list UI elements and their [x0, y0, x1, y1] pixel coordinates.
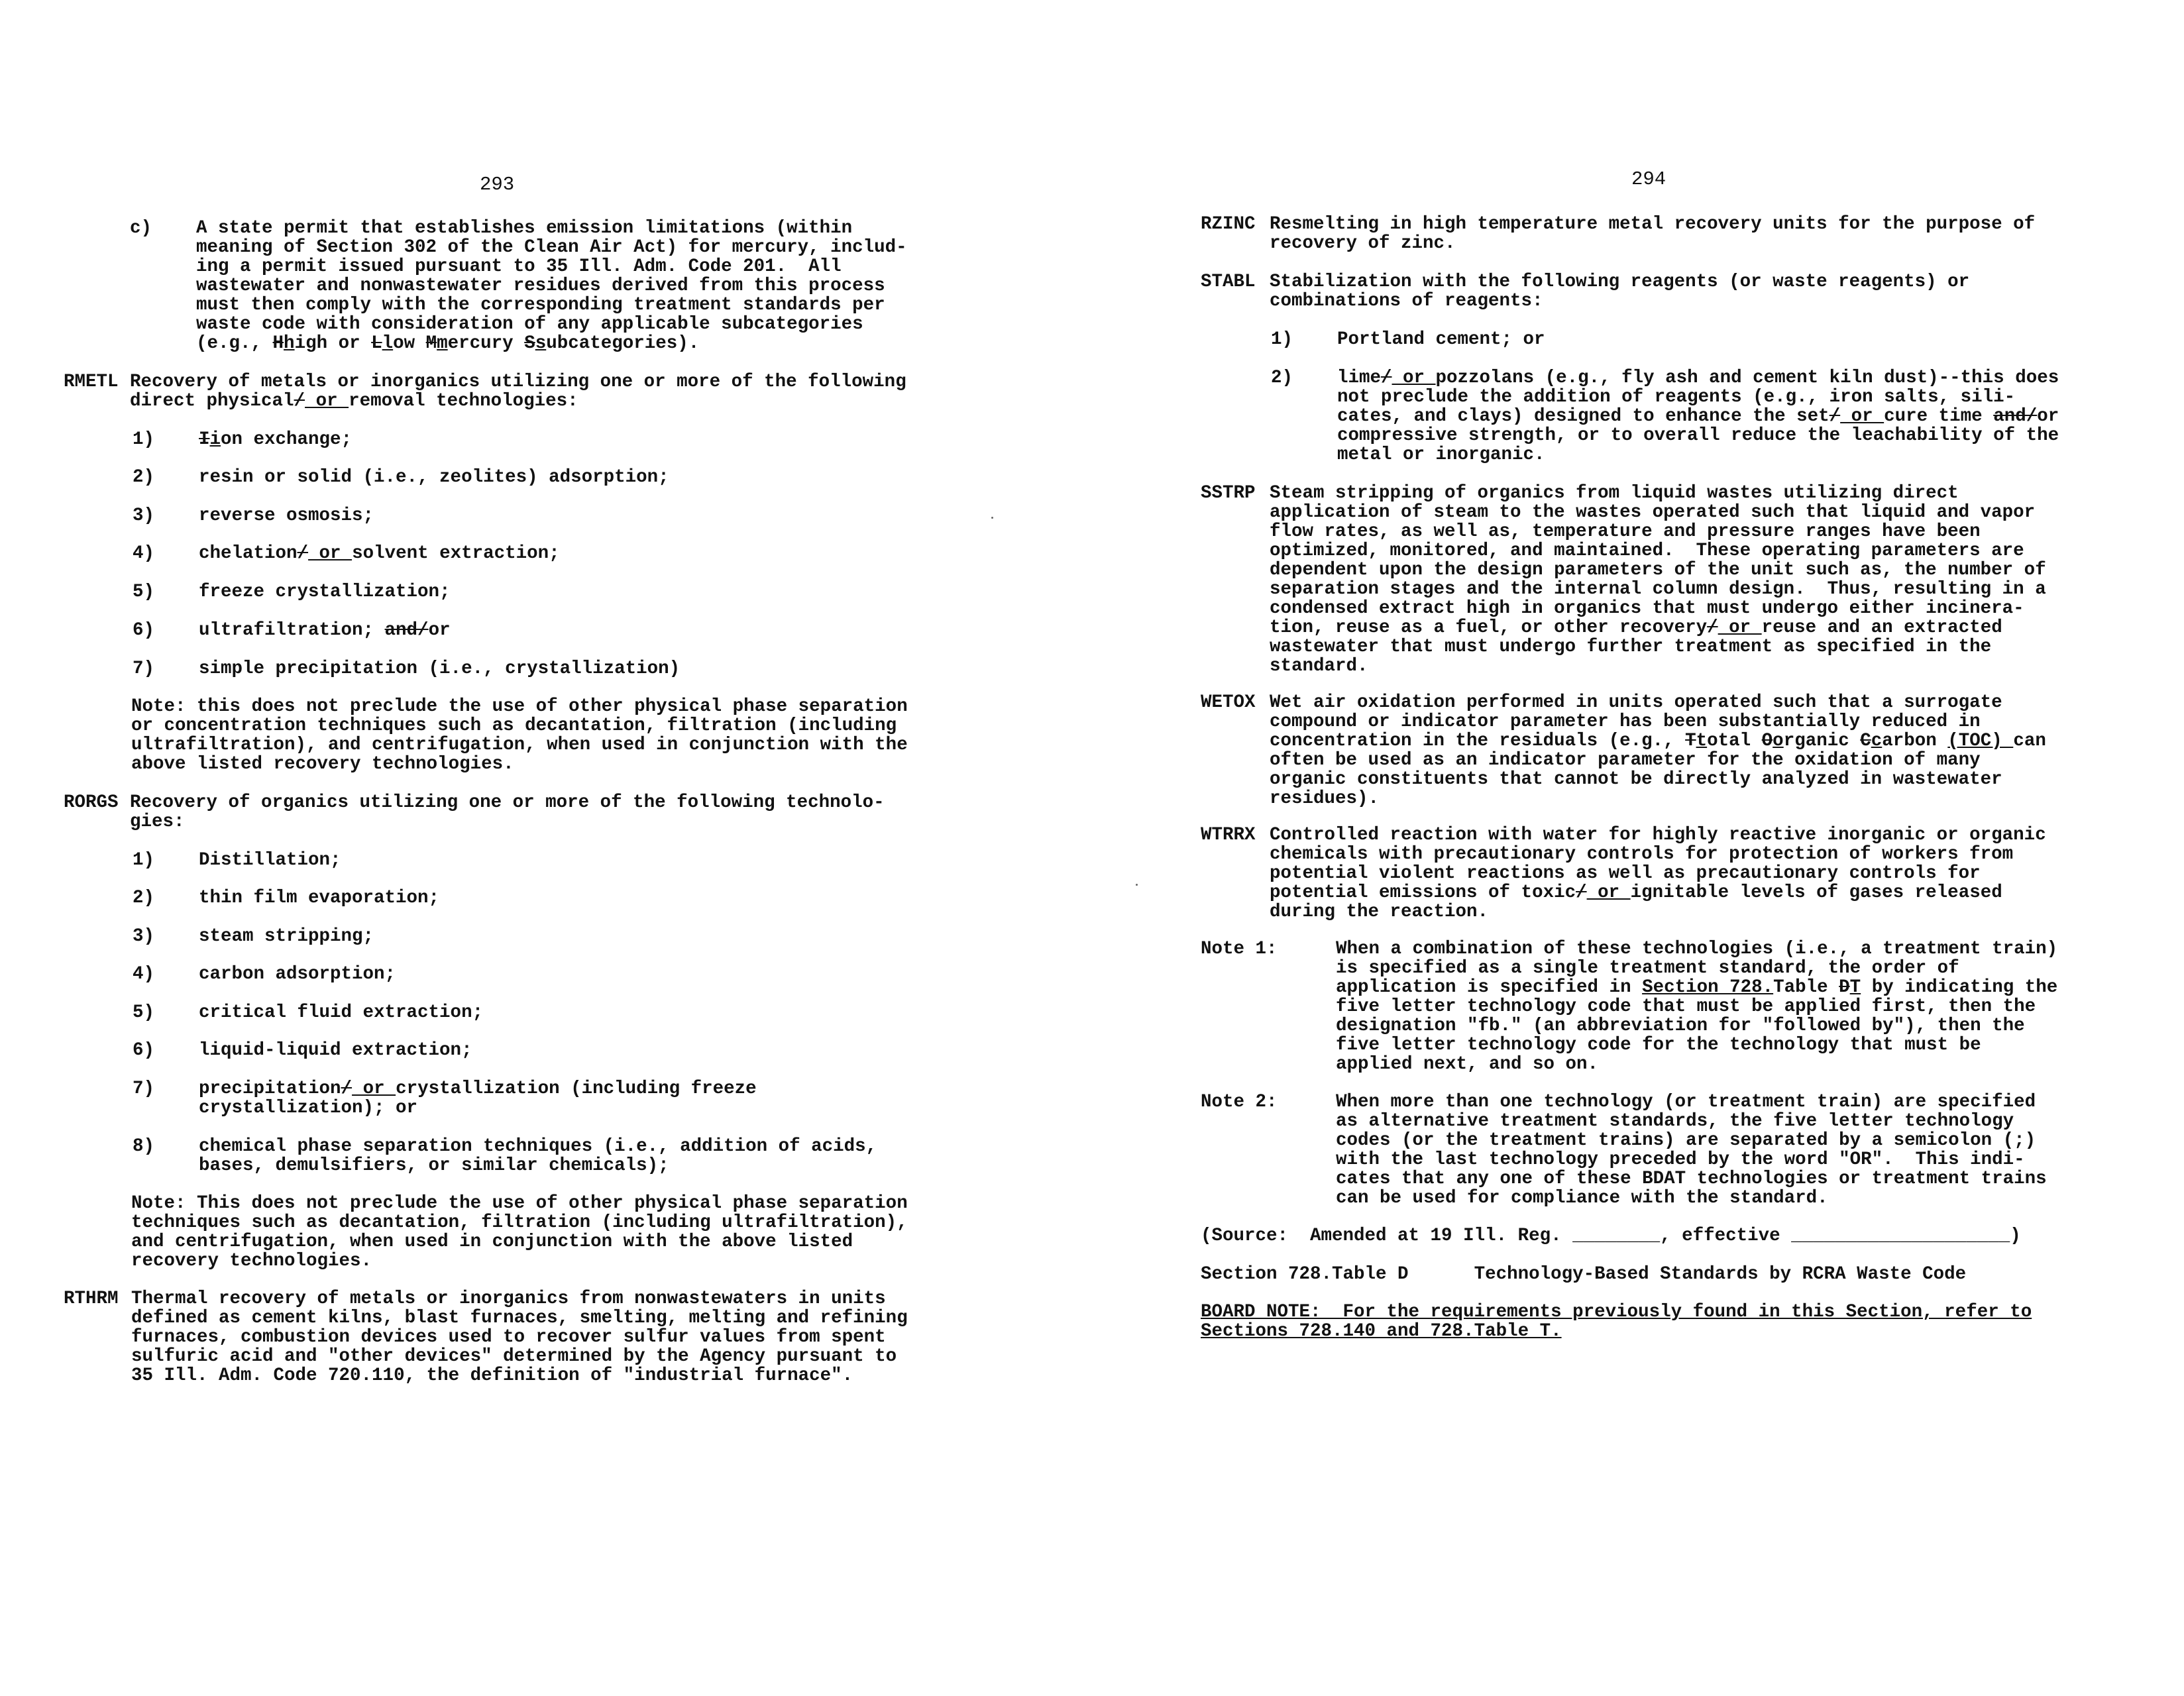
note-2-text: When more than one technology (or treatment train) are specified as alternative treatment standards, the five letter technology codes (or the treatment trains) are separated by a semicolon (;) with the last technology preceded by the word "OR". This indi- cates that any one of these BDAT technologies or treatment trains can be used for compliance with the standard.	[1336, 1092, 2047, 1208]
deleted-text: /	[341, 1079, 353, 1099]
list-item: simple precipitation (i.e., crystallization)	[199, 659, 681, 679]
list-item: Portland cement; or	[1337, 329, 1545, 350]
inserted-text: or	[305, 391, 349, 411]
list-item-number: 8)	[133, 1136, 155, 1157]
inserted-text: or	[1718, 617, 1762, 638]
list-item: reverse osmosis;	[199, 505, 374, 526]
scan-speck	[991, 517, 993, 519]
sstrp-description: Steam stripping of organics from liquid wastes utilizing direct application of steam to the wastes operated such that liquid and vapor flow rates, as well as, temperature and pressure ranges have been optimized, monitored, and maintained. These operating parameters are dependent upon the design parameters of the unit such as, the number of separation stages and the internal column design. Thus, resulting in a condensed extract high in organics that must undergo either incinera- tion, reuse as a fuel, or other recovery/ or reuse and an extracted wastewater that must undergo further treatment as specified in the standard.	[1270, 483, 2046, 676]
stabl-description: Stabilization with the following reagents (or waste reagents) or combinations of reagents:	[1270, 272, 1970, 311]
list-item-number: 7)	[133, 1079, 155, 1099]
list-item-number: 5)	[133, 582, 155, 602]
list-item-number: 1)	[133, 429, 155, 450]
inserted-text: l	[382, 333, 394, 354]
list-item-number: 6)	[133, 620, 155, 641]
inserted-text: i	[209, 429, 221, 450]
list-item-number: 1)	[1271, 329, 1293, 350]
page-number: 294	[1631, 168, 1666, 190]
inserted-text: (TOC)	[1947, 731, 2014, 751]
deleted-text: C	[1860, 731, 1871, 751]
list-item-number: 6)	[133, 1040, 155, 1061]
rmetl-description: Recovery of metals or inorganics utilizing one or more of the following direct physical/ or removal technologies:	[130, 372, 906, 411]
list-item-number: 2)	[1271, 368, 1293, 388]
technology-code: RTHRM	[64, 1289, 119, 1309]
technology-code: STABL	[1201, 272, 1256, 292]
inserted-text: o	[1773, 731, 1784, 751]
list-item: Iion exchange;	[199, 429, 353, 450]
inserted-text: c	[1871, 731, 1883, 751]
list-item-number: 3)	[133, 926, 155, 947]
list-item: chemical phase separation techniques (i.e., addition of acids, bases, demulsifiers, or similar chemicals);	[199, 1136, 877, 1176]
inserted-text: or	[352, 1079, 396, 1099]
list-item: chelation/ or solvent extraction;	[199, 543, 560, 564]
list-item-number: 2)	[133, 888, 155, 908]
technology-code: WETOX	[1201, 692, 1256, 713]
list-item-number: 3)	[133, 505, 155, 526]
inserted-text: T	[1849, 977, 1861, 998]
deleted-text: and/	[1993, 406, 2038, 427]
technology-code: RMETL	[64, 372, 119, 392]
inserted-text: or	[1392, 368, 1436, 388]
list-item: precipitation/ or crystallization (including freeze crystallization); or	[199, 1079, 757, 1118]
technology-code: RORGS	[64, 792, 119, 813]
wtrrx-description: Controlled reaction with water for highly reactive inorganic or organic chemicals with precautionary controls for protection of workers from potential violent reactions as well as precautionary controls for potential emissions of toxic/ or ignitable levels of gases released during the reaction.	[1270, 825, 2046, 922]
note-label: Note 1:	[1201, 939, 1278, 959]
deleted-text: /	[1707, 617, 1718, 638]
note-label: Note 2:	[1201, 1092, 1278, 1112]
rorgs-description: Recovery of organics utilizing one or more of the following technolo- gies:	[130, 792, 885, 832]
inserted-text: s	[535, 333, 547, 354]
deleted-text: D	[1839, 977, 1850, 998]
deleted-text: /	[1381, 368, 1392, 388]
list-item: thin film evaporation;	[199, 888, 440, 908]
note-1-text: When a combination of these technologies (i.e., a treatment train) is specified as a single treatment standard, the order of application is specified in Section 728.Table DT by indicating the five letter technology code that must be applied first, then the designation "fb." (an abbreviation for "followed by"), then the five letter technology code for the technology that must be applied next, and so on.	[1336, 939, 2058, 1075]
inserted-text: Section 728.	[1642, 977, 1774, 998]
technology-code: SSTRP	[1201, 483, 1256, 504]
rzinc-description: Resmelting in high temperature metal recovery units for the purpose of recovery of zinc.	[1270, 214, 2036, 254]
inserted-text: t	[1696, 731, 1708, 751]
item-c-text: A state permit that establishes emission limitations (within meaning of Section 302 of the Clean Air Act) for mercury, includ- ing a permit issued pursuant to 35 Ill. Adm. Code 201. All wastewater and nonwastewater residues derived from this process must then comply with the corresponding treatment standards per waste code with consideration of any applicable subcategories (e.g., Hhigh or Llow Mmercury Ssubcategories).	[196, 218, 907, 354]
deleted-text: /	[297, 543, 309, 564]
deleted-text: /	[1576, 882, 1587, 903]
inserted-text: or	[1586, 882, 1631, 903]
deleted-text: and/	[384, 620, 429, 641]
list-item: ultrafiltration; and/or	[199, 620, 451, 641]
inserted-text: m	[437, 333, 448, 354]
list-item: resin or solid (i.e., zeolites) adsorption;	[199, 467, 669, 488]
wetox-description: Wet air oxidation performed in units operated such that a surrogate compound or indicator parameter has been substantially reduced in concentration in the residuals (e.g., Ttotal Oorganic Ccarbon (TOC) can often be used as an indicator parameter for the oxidation of many organic constituents that cannot be directly analyzed in wastewater residues).	[1270, 692, 2046, 809]
list-item: lime/ or pozzolans (e.g., fly ash and cement kiln dust)--this does not preclude the addition of reagents (e.g., iron salts, sili- cates, and clays) designed to enhance the set/ or cure time and/or compressive strength, or to overall reduce the leachability of the metal or inorganic.	[1337, 368, 2059, 465]
source-note: (Source: Amended at 19 Ill. Reg. ________, effective ____________________)	[1201, 1226, 2021, 1246]
list-item-number: 4)	[133, 964, 155, 984]
deleted-text: M	[425, 333, 437, 354]
list-item-number: 2)	[133, 467, 155, 488]
rthrm-description: Thermal recovery of metals or inorganics from nonwastewaters in units defined as cement kilns, blast furnaces, smelting, melting and refining furnaces, combustion devices used to recover sulfur values from spent sulfuric acid and "other devices" determined by the Agency pursuant to 35 Ill. Adm. Code 720.110, the definition of "industrial furnace".	[131, 1289, 908, 1386]
deleted-text: I	[199, 429, 210, 450]
list-item: carbon adsorption;	[199, 964, 396, 984]
list-item: Distillation;	[199, 850, 341, 871]
list-item: steam stripping;	[199, 926, 374, 947]
inserted-text: or	[1840, 406, 1884, 427]
deleted-text: L	[371, 333, 382, 354]
page-number: 293	[480, 174, 515, 195]
inserted-text: h	[284, 333, 295, 354]
list-item: liquid-liquid extraction;	[199, 1040, 472, 1061]
deleted-text: H	[272, 333, 284, 354]
section-heading: Section 728.Table D Technology-Based Standards by RCRA Waste Code	[1201, 1264, 1967, 1285]
deleted-text: /	[1829, 406, 1841, 427]
technology-code: WTRRX	[1201, 825, 1256, 845]
deleted-text: S	[524, 333, 535, 354]
deleted-text: T	[1685, 731, 1696, 751]
technology-code: RZINC	[1201, 214, 1256, 235]
list-item-number: 4)	[133, 543, 155, 564]
list-item: critical fluid extraction;	[199, 1002, 484, 1023]
list-item-number: 5)	[133, 1002, 155, 1023]
rmetl-note: Note: this does not preclude the use of other physical phase separation or concentration techniques such as decantation, filtration (including ultrafiltration), and centrifugation, when used in conjunction with the above listed recovery technologies.	[131, 696, 908, 774]
scan-speck	[1136, 884, 1138, 886]
item-label: c)	[130, 218, 152, 238]
rorgs-note: Note: This does not preclude the use of other physical phase separation techniques such as decantation, filtration (including ultrafiltration), and centrifugation, when used in conjunction with the above listed recovery technologies.	[131, 1193, 908, 1271]
list-item: freeze crystallization;	[199, 582, 451, 602]
deleted-text: /	[294, 391, 305, 411]
amended-line: (e.g., Hhigh or Llow Mmercury Ssubcategories).	[196, 333, 700, 354]
right-page	[1092, 0, 2184, 1696]
list-item-number: 7)	[133, 659, 155, 679]
board-note: BOARD NOTE: For the requirements previously found in this Section, refer to Sections 728.140 and 728.Table T.	[1201, 1302, 2032, 1342]
list-item-number: 1)	[133, 850, 155, 871]
deleted-text: O	[1761, 731, 1773, 751]
inserted-text: or	[308, 543, 353, 564]
